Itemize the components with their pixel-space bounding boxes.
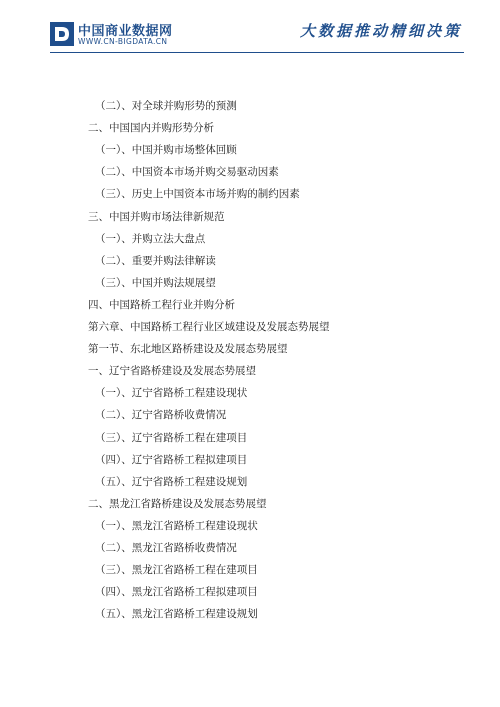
cn-bigdata-logo-icon [50, 22, 74, 46]
toc-item: （四）、辽宁省路桥工程拟建项目 [95, 454, 248, 466]
toc-item: 二、黑龙江省路桥建设及发展态势展望 [88, 498, 267, 510]
toc-item: （一）、黑龙江省路桥工程建设现状 [95, 520, 258, 532]
toc-item: （一）、辽宁省路桥工程建设现状 [95, 387, 248, 399]
toc-item: （一）、并购立法大盘点 [95, 233, 206, 245]
page-header [0, 0, 500, 62]
toc-item: 二、中国国内并购形势分析 [88, 122, 214, 134]
toc-item: （二）、对全球并购形势的预测 [95, 100, 237, 112]
toc-item: 第一节、东北地区路桥建设及发展态势展望 [88, 343, 288, 355]
toc-item: 第六章、中国路桥工程行业区域建设及发展态势展望 [88, 321, 330, 333]
toc-item: 一、辽宁省路桥建设及发展态势展望 [88, 365, 256, 377]
toc-item: （一）、中国并购市场整体回顾 [95, 144, 237, 156]
toc-item: （二）、黑龙江省路桥收费情况 [95, 542, 237, 554]
header-divider [50, 52, 464, 53]
brand-name: 中国商业数据网 [78, 24, 173, 39]
toc-item: （三）、辽宁省路桥工程在建项目 [95, 432, 248, 444]
toc-item: （五）、黑龙江省路桥工程建设规划 [95, 608, 258, 620]
toc-item: （二）、中国资本市场并购交易驱动因素 [95, 166, 279, 178]
toc-item: （三）、历史上中国资本市场并购的制约因素 [95, 188, 300, 200]
toc-item: （五）、辽宁省路桥工程建设规划 [95, 476, 248, 488]
toc-item: （三）、中国并购法规展望 [95, 277, 216, 289]
toc-item: （二）、重要并购法律解读 [95, 255, 216, 267]
toc-item: （三）、黑龙江省路桥工程在建项目 [95, 564, 258, 576]
brand-url: WWW.CN-BIGDATA.CN [78, 37, 168, 46]
toc-item: 四、中国路桥工程行业并购分析 [88, 299, 235, 311]
slogan: 大数据推动精细决策 [299, 22, 462, 40]
toc-item: 三、中国并购市场法律新规范 [88, 211, 225, 223]
toc-item: （四）、黑龙江省路桥工程拟建项目 [95, 586, 258, 598]
toc-item: （二）、辽宁省路桥收费情况 [95, 409, 227, 421]
